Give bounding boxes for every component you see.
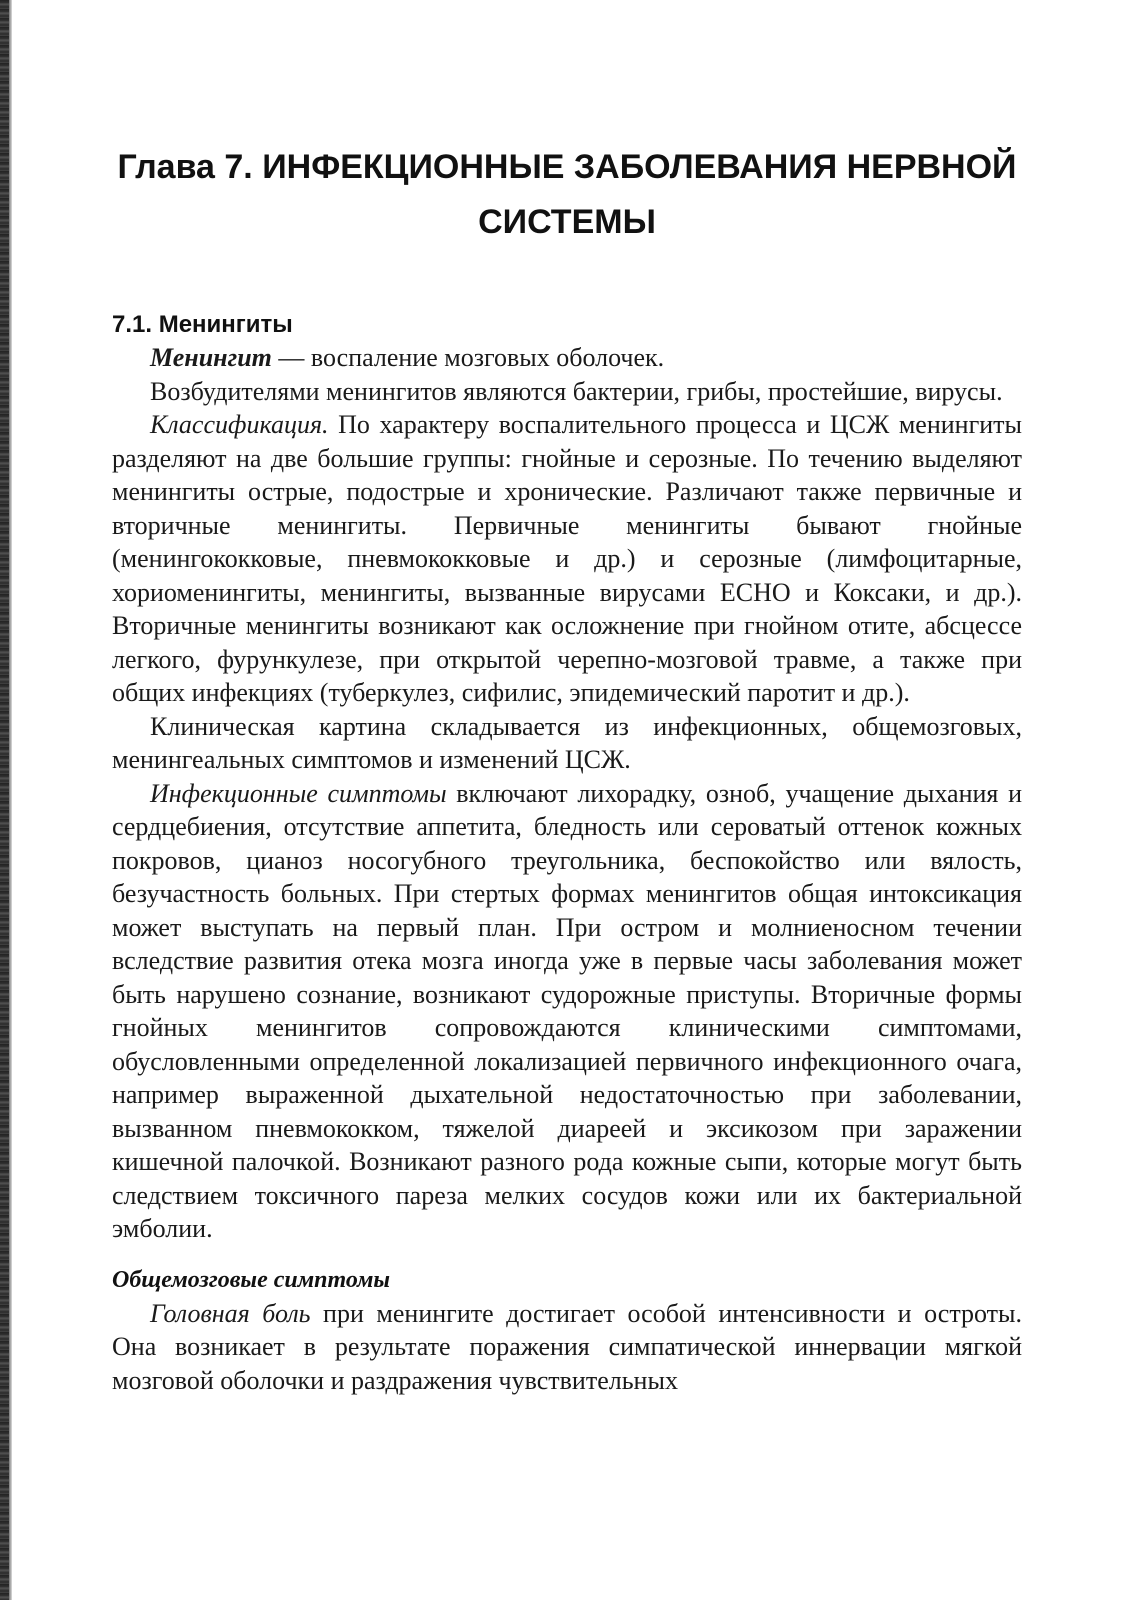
paragraph-clinical-picture — [112, 710, 1022, 777]
paragraph-infectious-symptoms — [112, 777, 1022, 1246]
page-binding-shadow — [9, 0, 12, 1600]
paragraph-text: при менингите достигает особой интенсивности и остроты. Она возникает в результате поражения симпатической иннервации мягкой мозговой оболочки и раздражения чувствительных — [112, 1298, 1022, 1395]
paragraph-text: Клиническая картина складывается из инфекционных, общемозговых, менингеальных симптомов и изменений ЦСЖ. — [112, 711, 1022, 774]
section-title: 7.1. Менингиты — [112, 311, 293, 338]
paragraph-text: включают лихорадку, озноб, учащение дыхания и сердцебиения, отсутствие аппетита, бледность или сероватый оттенок кожных покровов, цианоз носогубного треугольника, беспокойство или вялость, безучастность больных. При стертых формах менингитов общая интоксикация может выступать на первый план. При остром и молниеносном течении вследствие развития отека мозга иногда уже в первые часы заболевания может быть нарушено сознание, возникают судорожные приступы. Вторичные формы гнойных менингитов сопровождаются клиническими симптомами, обусловленными определенной локализацией первичного инфекционного очага, например выраженной дыхательной недостаточностью при заболевании, вызванном пневмококком, тяжелой диареей и эксикозом при заражении кишечной палочкой. Возникают разного рода кожные сыпи, которые могут быть следствием токсичного пареза мелких сосудов кожи или их бактериальной эмболии. — [112, 778, 1022, 1243]
paragraph-text: — воспаление мозговых оболочек. — [271, 343, 665, 372]
paragraph-headache — [112, 1297, 1022, 1398]
paragraph-text: По характеру воспалительного процесса и ЦСЖ менингиты разделяют на две большие группы: гнойные и серозные. По течению выделяют менингиты острые, подострые и хронические. Различают также первичные и вторичные менингиты. Первичные менингиты бывают гнойные (менингококковые, пневмококковые и др.) и серозные (лимфоцитарные, хориоменингиты, менингиты, вызванные вирусами ЕСНО и Коксаки, и др.). Вторичные менингиты возникают как осложнение при гнойном отите, абсцессе легкого, фурункулезе, при открытой черепно-мозговой травме, а также при общих инфекциях (туберкулез, сифилис, эпидемический паротит и др.). — [112, 410, 1022, 707]
paragraph-text: Возбудителями менингитов являются бактерии, грибы, простейшие, вирусы. — [150, 376, 1003, 406]
term-infectious-symptoms: Инфекционные симптомы — [150, 778, 447, 808]
document-page — [112, 140, 1022, 1397]
paragraph-definition — [112, 341, 1022, 375]
chapter-title: Глава 7. ИНФЕКЦИОННЫЕ ЗАБОЛЕВАНИЯ НЕРВНОЙ СИСТЕМЫ — [117, 148, 1017, 241]
term-classification: Классификация. — [150, 410, 329, 439]
page-binding-edge — [0, 0, 9, 1600]
term-meningitis: Менингит — [150, 343, 272, 372]
paragraph-classification — [112, 408, 1022, 710]
paragraph-pathogens — [112, 375, 1022, 409]
subsection-title: Общемозговые симптомы — [112, 1266, 391, 1293]
term-headache: Головная боль — [150, 1298, 311, 1328]
